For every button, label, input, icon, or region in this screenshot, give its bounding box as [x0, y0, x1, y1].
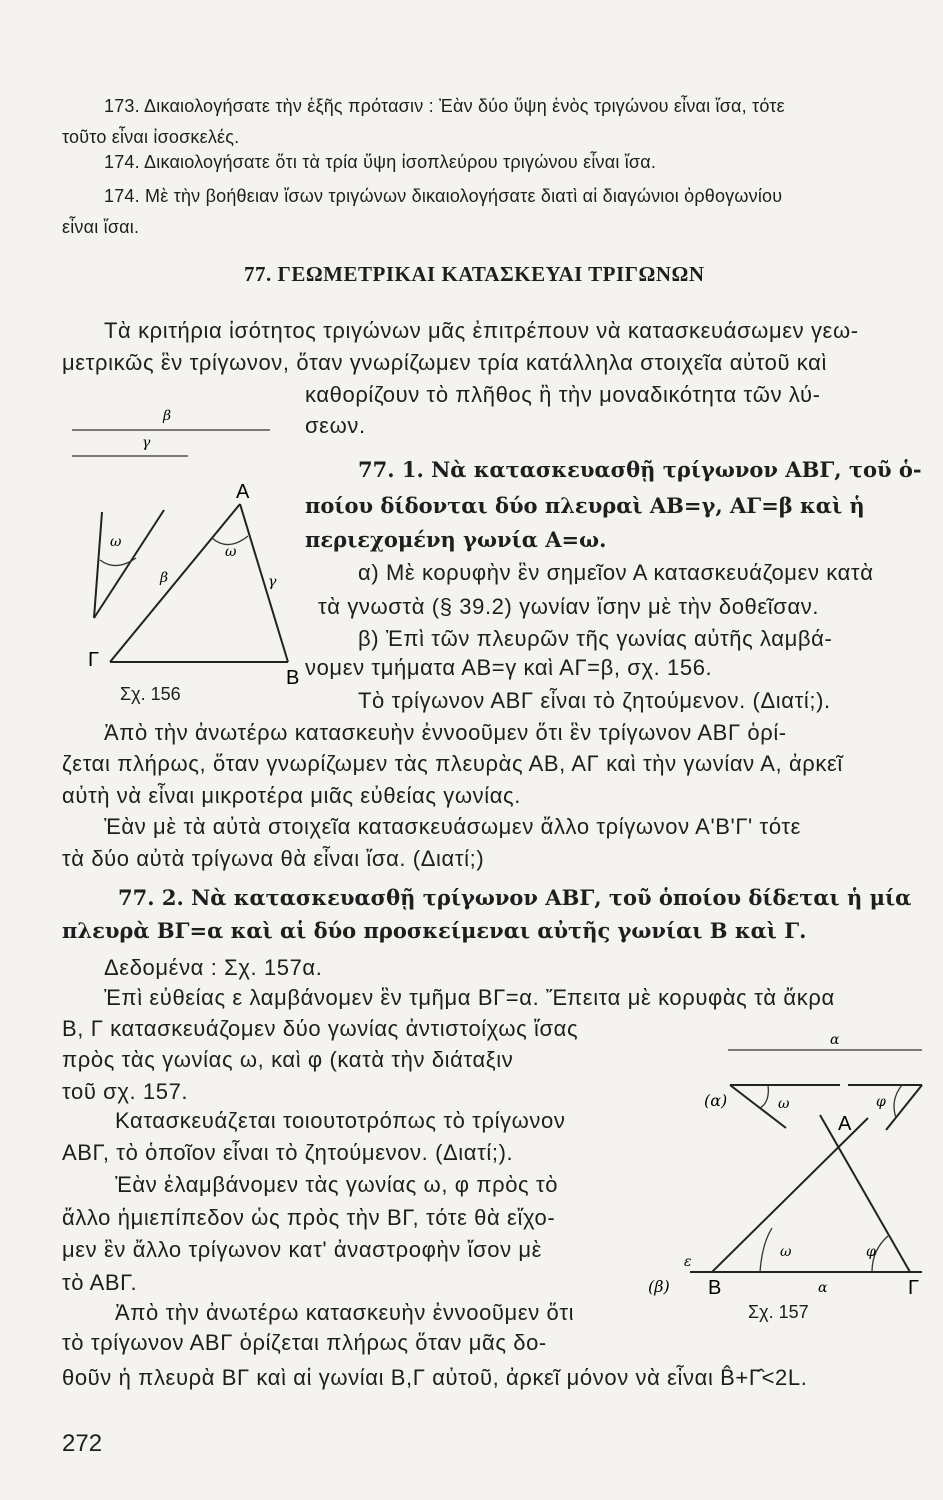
- sub1-step-a-line2: τὰ γνωστὰ (§ 39.2) γωνίαν ἴσην μὲ τὴν δοθεῖσαν.: [318, 594, 820, 619]
- sub2-body-line11: Ἀπὸ τὴν ἀνωτέρω κατασκευὴν ἐννοοῦμεν ὅτι: [115, 1300, 575, 1325]
- sub2-body-line2: Β, Γ κατασκευάζομεν δύο γωνίας ἀντιστοίχως ἴσας: [62, 1016, 579, 1041]
- intro-line1: Τὰ κριτήρια ἰσότητος τριγώνων μᾶς ἐπιτρέπουν νὰ κατασκευάσωμεν γεω-: [104, 318, 859, 343]
- given-omega-arc: [760, 1085, 768, 1108]
- given-angle-ray1: [94, 510, 164, 618]
- sub2-body-line8: ἄλλο ἡμιεπίπεδον ὡς πρὸς τὴν ΒΓ, τότε θὰ εἴχο-: [62, 1205, 556, 1230]
- sub1-heading-line3: περιεχομένη γωνία Α=ω.: [305, 527, 607, 552]
- sub2-body-line12: τὸ τρίγωνον ΑΒΓ ὁρίζεται πλήρως ὅταν μᾶς δο-: [62, 1330, 547, 1355]
- sub2-given: Δεδομένα : Σχ. 157α.: [104, 955, 323, 980]
- label-seg-alpha: α: [830, 1032, 840, 1048]
- vertex-G: Γ: [88, 649, 100, 671]
- vertex-G: Γ: [908, 1277, 920, 1299]
- given-angle-arc: [100, 558, 136, 566]
- sub1-heading-line1: 77. 1. Νὰ κατασκευασθῇ τρίγωνον ΑΒΓ, τοῦ ὁ-: [358, 457, 922, 482]
- given-angle-ray2: [94, 512, 102, 618]
- vertex-B: Β: [286, 667, 300, 689]
- label-side-beta: β: [160, 570, 169, 586]
- vertex-A: Α: [236, 481, 250, 503]
- label-given-phi: φ: [876, 1094, 886, 1110]
- sub2-body-line7: Ἐὰν ἐλαμβάνομεν τὰς γωνίας ω, φ πρὸς τὸ: [115, 1172, 559, 1197]
- vertex-A: Α: [838, 1113, 852, 1135]
- intro-line3: καθορίζουν τὸ πλῆθος ἢ τὴν μοναδικότητα τῶν λύ-: [305, 382, 821, 407]
- sub1-step-b-line1: β) Ἐπὶ τῶν πλευρῶν τῆς γωνίας αὐτῆς λαμβά-: [358, 626, 833, 651]
- sub2-body-line6: ΑΒΓ, τὸ ὁποῖον εἶναι τὸ ζητούμενον. (Διατί;).: [62, 1140, 514, 1165]
- label-given-omega: ω: [778, 1096, 790, 1112]
- sub2-body-line9: μεν ἓν ἄλλο τρίγωνον κατ' ἀναστροφὴν ἴσον μὲ: [62, 1237, 543, 1262]
- label-part-a: (α): [704, 1091, 728, 1110]
- sub2-body-line5: Κατασκευάζεται τοιουτοτρόπως τὸ τρίγωνον: [115, 1108, 566, 1133]
- sub2-body-line4: τοῦ σχ. 157.: [62, 1079, 189, 1104]
- sub1-step-a-line1: α) Μὲ κορυφὴν ἓν σημεῖον Α κατασκευάζομεν κατὰ: [358, 560, 874, 585]
- label-B-omega: ω: [780, 1244, 792, 1260]
- sub2-body-line13: θοῦν ἡ πλευρὰ ΒΓ καὶ αἱ γωνίαι Β,Γ αὐτοῦ, ἀρκεῖ μόνον νὰ εἶναι B̂+Γ̂<2L.: [62, 1365, 808, 1390]
- sub1-body-line5: τὰ δύο αὐτὰ τρίγωνα θὰ εἶναι ἴσα. (Διατί;): [62, 846, 485, 871]
- label-G-phi: φ: [866, 1244, 876, 1260]
- page-number: 272: [62, 1430, 103, 1457]
- label-part-b: (β): [648, 1277, 670, 1296]
- sub1-body-line1: Ἀπὸ τὴν ἀνωτέρω κατασκευὴν ἐννοοῦμεν ὅτι ἓν τρίγωνον ΑΒΓ ὁρί-: [104, 720, 787, 745]
- label-line-epsilon: ε: [684, 1254, 692, 1270]
- exercise-173-line2: τοῦτο εἶναι ἰσοσκελές.: [62, 127, 240, 147]
- side-GA: [820, 1115, 910, 1272]
- sub1-result: Τὸ τρίγωνον ΑΒΓ εἶναι τὸ ζητούμενον. (Διατί;).: [358, 688, 831, 713]
- exercise-173-line1: 173. Δικαιολογήσατε τὴν ἑξῆς πρότασιν : Ἐὰν δύο ὕψη ἑνὸς τριγώνου εἶναι ἴσα, τότε: [104, 96, 785, 116]
- sub2-body-line10: τὸ ΑΒΓ.: [62, 1270, 138, 1295]
- sub1-body-line4: Ἐὰν μὲ τὰ αὐτὰ στοιχεῖα κατασκευάσωμεν ἄλλο τρίγωνον Α'Β'Γ' τότε: [104, 814, 802, 839]
- sub2-body-line3: πρὸς τὰς γωνίας ω, καὶ φ (κατὰ τὴν διάταξιν: [62, 1047, 514, 1072]
- label-base-alpha: α: [818, 1280, 828, 1296]
- given-phi-ray2: [886, 1085, 922, 1130]
- section-title: 77. ΓΕΩΜΕΤΡΙΚΑΙ ΚΑΤΑΣΚΕΥΑΙ ΤΡΙΓΩΝΩΝ: [244, 262, 705, 286]
- label-seg-gamma: γ: [142, 435, 151, 451]
- sub2-heading-line2: πλευρὰ ΒΓ=α καὶ αἱ δύο προσκείμεναι αὐτῆς γωνίαι Β καὶ Γ.: [62, 918, 807, 943]
- angle-B-arc: [760, 1228, 772, 1272]
- sub1-body-line2: ζεται πλήρως, ὅταν γνωρίζωμεν τὰς πλευρὰς ΑΒ, ΑΓ καὶ τὴν γωνίαν Α, ἀρκεῖ: [62, 751, 843, 776]
- label-A-omega: ω: [225, 544, 237, 560]
- sub1-heading-line2: ποίου δίδονται δύο πλευραὶ ΑΒ=γ, ΑΓ=β καὶ ἡ: [305, 493, 865, 518]
- exercise-174b-line2: εἶναι ἴσαι.: [62, 217, 140, 237]
- label-given-omega: ω: [110, 534, 122, 550]
- sub1-body-line3: αὐτὴ νὰ εἶναι μικροτέρα μιᾶς εὐθείας γωνίας.: [62, 783, 521, 808]
- sub1-step-b-line2: νομεν τμήματα ΑΒ=γ καὶ ΑΓ=β, σχ. 156.: [305, 655, 713, 680]
- exercise-174b-line1: 174. Μὲ τὴν βοήθειαν ἴσων τριγώνων δικαιολογήσατε διατὶ αἱ διαγώνιοι ὀρθογωνίου: [104, 186, 783, 206]
- label-side-gamma: γ: [268, 574, 277, 590]
- exercise-174a: 174. Δικαιολογήσατε ὅτι τὰ τρία ὕψη ἰσοπλεύρου τριγώνου εἶναι ἴσα.: [104, 152, 657, 172]
- intro-line2: μετρικῶς ἓν τρίγωνον, ὅταν γνωρίζωμεν τρία κατάλληλα στοιχεῖα αὐτοῦ καὶ: [62, 350, 827, 375]
- intro-line4: σεων.: [305, 413, 366, 438]
- figure-156: [60, 400, 310, 710]
- side-AB: [240, 504, 288, 662]
- side-AG: [110, 504, 240, 662]
- label-seg-beta: β: [163, 408, 172, 424]
- vertex-B: Β: [708, 1277, 722, 1299]
- sub2-body-line1: Ἐπὶ εὐθείας ε λαμβάνομεν ἓν τμῆμα ΒΓ=α. Ἔπειτα μὲ κορυφὰς τὰ ἄκρα: [104, 985, 835, 1010]
- caption-156: Σχ. 156: [120, 684, 181, 704]
- caption-157: Σχ. 157: [748, 1302, 809, 1322]
- sub2-heading-line1: 77. 2. Νὰ κατασκευασθῇ τρίγωνον ΑΒΓ, τοῦ ὁποίου δίδεται ἡ μία: [118, 885, 912, 910]
